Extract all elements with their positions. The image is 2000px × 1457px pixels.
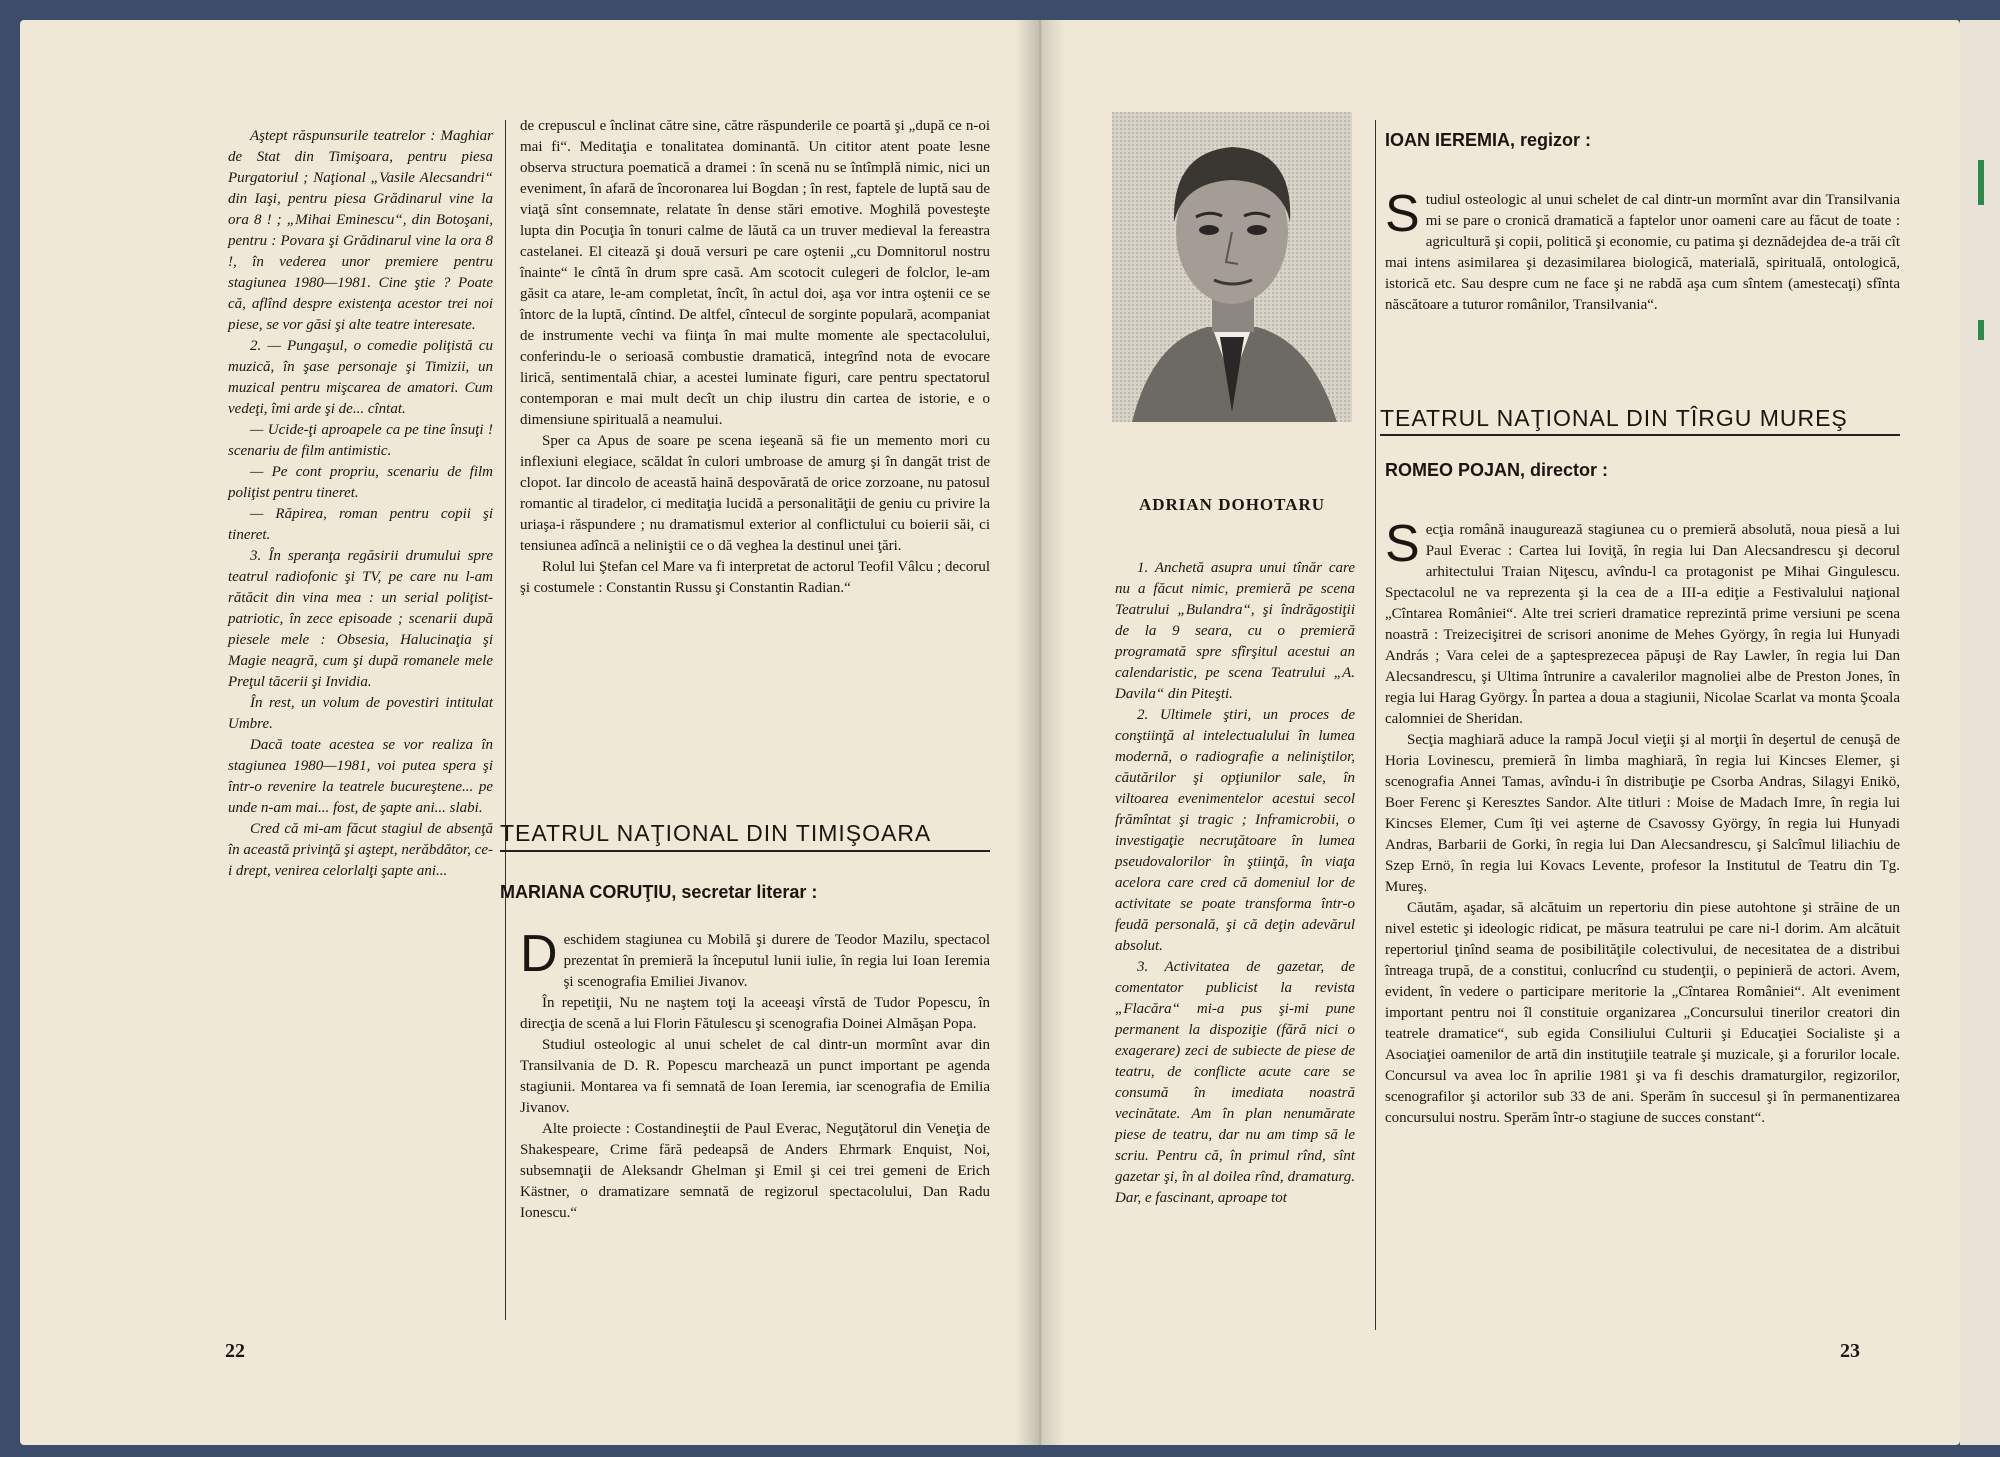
person-heading: MARIANA CORUŢIU, secretar literar : xyxy=(500,882,818,902)
drop-cap: S xyxy=(1385,185,1420,243)
section-title-timisoara: TEATRUL NAŢIONAL DIN TIMIŞOARA xyxy=(500,820,932,846)
paragraph: Studiul osteologic al unui schelet de cal dintr-un mormînt avar din Transilvania de D. R. Popescu marchează un punct important pe agenda stagiunii. Montarea va fi semnată de Ioan Ieremia, iar scenografia de Emilia Jivanov. xyxy=(520,1037,990,1116)
paragraph: — Pe cont propriu, scenariu de film poliţist pentru tineret. xyxy=(228,464,493,501)
person-heading-pojan: ROMEO POJAN, director : xyxy=(1385,460,1609,480)
paragraph: ecţia română inaugurează stagiunea cu o premieră absolută, noua piesă a lui Paul Everac : Cartea lui Ioviţă, în regia lui Dan Alecsandrescu şi decorul arhitectului Traian Niţescu, avîndu-l ca protagonist pe Mihai Gingulescu. Spectacolul ne va reprezenta şi la cea de a III-a ediţie a Festivalului naţional „Cîntarea României“. Alte trei scrieri dramatice reprezintă prime versiuni pe scena noastră : Treizecişitrei de scrisori anonime de Mehes György, în regia lui Hunyadi András ; Vara celei de a şaptesprezecea păpuşi de Ray Lawler, în regia lui Dan Alecsandrescu, şi Ultima întrunire a cavalerilor magnoliei albe de Preston Jones, în regia lui Harag György. În partea a doua a stagiunii, Nicolae Scarlat va monta Şcoala calomniei de Sheridan. xyxy=(1385,522,1900,727)
paragraph: 3. Activitatea de gazetar, de comentator publicist la revista „Flacăra“ mi-a pus şi-mi pune permanent la dispoziţie (fără nici o exagerare) zeci de subiecte de piese de teatru, de conflicte acute care se consumă în imediata noastră vecinătate. Am în plan nenumărate piese de teatru, dar nu am timp să le scriu. Pentru că, în primul rînd, sînt gazetar şi, în al doilea rînd, dramaturg. Dar, e fascinant, aproape tot xyxy=(1115,959,1355,1206)
paragraph: — Răpirea, roman pentru copii şi tineret. xyxy=(228,506,493,543)
paragraph: Căutăm, aşadar, să alcătuim un repertoriu din piese autohtone şi străine de un nivel estetic şi ideologic ridicat, pe măsura teatrului pe care ni-l dorim. Am alcătuit repertoriul ţinînd seama de posibilităţile colectivului, de necesitatea de a distribui întreaga trupă, de a constitui, conlucrînd cu studenţii, o pepinieră de actori. Avem, evident, în vedere o participare meritorie la „Cîntarea României“. Alt eveniment important pentru noi îl constituie organizarea „Concursului tinerilor creatori din teatrele dramatice“, sub egida Consiliului Culturii şi Educaţiei Socialiste şi a Asociaţiei oamenilor de artă din instituţiile teatrale şi muzicale, şi a forurilor locale. Concursul va avea loc în aprilie 1981 şi va fi deschis dramaturgilor, regizorilor, scenografilor şi actorilor sub 33 de ani. Sperăm în succesul şi în permanentizarea concursului nostru. Sperăm într-o stagiune de succes constant“. xyxy=(1385,900,1900,1126)
left-column-2-bottom xyxy=(520,925,990,1224)
paragraph: eschidem stagiunea cu Mobilă şi durere de Teodor Mazilu, spectacol prezentat în premieră la începutul lunii iulie, în regia lui Ioan Ieremia şi scenografia Emiliei Jivanov. xyxy=(563,932,990,990)
right-column-3 xyxy=(1385,515,1900,1129)
left-page xyxy=(20,20,1040,1445)
paragraph: Aştept răspunsurile teatrelor : Maghiar de Stat din Timişoara, pentru piesa Purgatoriul ; Naţional „Vasile Alecsandri“ din Iaşi, pentru piesa Grădinarul vine la ora 8 ! ; „Mihai Eminescu“, din Botoşani, pentru : Povara şi Grădinarul vine la ora 8 !, în vederea unor premiere pentru stagiunea 1980—1981. Cine ştie ? Poate că, aflînd despre existenţa acestor trei noi piese, se vor găsi şi alte teatre interesate. xyxy=(228,128,493,333)
left-column-1 xyxy=(228,126,493,882)
paragraph: În repetiţii, Nu ne naştem toţi la aceeaşi vîrstă de Tudor Popescu, în direcţia de scenă a lui Florin Fătulescu şi scenografia Doinei Almăşan Popa. xyxy=(520,995,990,1032)
next-page-edge xyxy=(1960,20,2000,1445)
portrait-photo xyxy=(1112,112,1352,422)
paragraph: 2. Ultimele ştiri, un proces de conştiinţă al intelectualului în lumea modernă, o radiografie a neliniştilor, căutărilor şi opţiunilor sale, în viltoarea evenimentelor acestui secol frămîntat şi tragic ; Inframicrobii, o investigaţie necruţătoare în lumea pseudovalorilor în ştiinţă, în viaţa acelora care cred că domeniul lor de activitate se poate transforma într-o feudă personală, şi că deţin adevărul absolut. xyxy=(1115,707,1355,954)
paragraph: Secţia maghiară aduce la rampă Jocul vieţii şi al morţii în deşertul de cenuşă de Horia Lovinescu, premieră în limba maghiară, în regia lui Kincses Elemer, şi scenografia Annei Tamas, avîndu-i în distribuţie pe Csorba Andras, Silagyi Enikö, Boer Ferenc şi Keresztes Sandor. Alte titluri : Moise de Madach Imre, în regia lui Kincses Elemer, Cum îţi vei aşterne de Csavossy György, în regia lui Hunyadi Andras, Barbarii de Gorki, în regia lui Dan Alecsandrescu, şi Salcîmul liliachiu de Szep Ernö, în regia lui Kovacs Levente, profesor la Institutul de Teatru din Tg. Mureş. xyxy=(1385,732,1900,895)
book-gutter xyxy=(1015,20,1065,1445)
paragraph: Sper ca Apus de soare pe scena ieşeană să fie un memento mori cu inflexiuni elegiace, scăldat în culori umbroase de amurg şi în dangăt trist de clopot. Iar dincolo de această haină despovărată de orice zorzoane, nu patosul romantic al tiradelor, ci meditaţia lucidă a personalităţii de geniu cu privire la uriaşa-i răspundere ; nu dramatismul exterior al conflictului cu boierii săi, ci tensiunea adîncă a neliniştii ce o dă veghea la destinul unei ţări. xyxy=(520,433,990,554)
paragraph: de crepuscul e înclinat către sine, către răspunderile ce poartă şi „după ce n-oi mai fi“. Meditaţia e tonalitatea dominantă. Un cititor atent poate lesne observa structura poematică a dramei : în scenă nu se întîmplă nimic, nici un eveniment, în afară de încoronarea lui Bogdan ; în rest, faptele de luptă sau de viaţă sînt consemnate, relatate în dense stări emotive. Moghilă povesteşte lupta din Pocuţia în tonuri calme de lăută ca un truver medieval la fereastra castelanei. El citează şi două versuri pe care oştenii „cu Domnitorul nostru înainte“ le cîntă în drum spre casă. Am scotocit culegeri de folclor, le-am găsit ca atare, le-am completat, încît, în actul doi, aşa vor intra oştenii ce se întorc de la luptă, cîntind. De altfel, cîntecul de sorginte populară, acompaniat de instrumente vechi va fiinţa în mai multe momente ale spectacolului, conferindu-le o serioasă combustie dramatică, integrînd nota de evocare lirică, sentimentală chiar, a acestei luminate figuri, care pentru spectatorul contemporan e mai mult decît un chip ilustru din cartea de istorie, e o dimensiune spirituală a neamului. xyxy=(520,118,990,428)
drop-cap: D xyxy=(520,925,558,983)
right-column-2 xyxy=(1385,185,1900,316)
page-number: 23 xyxy=(1840,1340,1860,1362)
paragraph: 1. Anchetă asupra unui tînăr care nu a făcut nimic, premieră pe scena Teatrului „Bulandra“, şi îndrăgostiţii de la 9 seara, cu o premieră programată spre sfîrşitul acestui an calendaristic, pe scena Teatrului „A. Davila“ din Piteşti. xyxy=(1115,560,1355,702)
paragraph: tudiul osteologic al unui schelet de cal dintr-un mormînt avar din Transilvania mi se pare o cronică dramatică a faptelor unor oameni care au făcut de toate : agricultură şi copii, politică şi economie, cu patima şi deznădejdea de-a trăi cît mai intens asimilarea şi dezasimilarea biologică, materială, spirituală, ontologică, istorică etc. Sau despre cum ne face şi ne rabdă aşa cum sîntem (amestecaţi) sfînta născătoare a tuturor românilor, Transilvania“. xyxy=(1385,192,1900,313)
paragraph: Cred că mi-am făcut stagiul de absenţă în această privinţă şi aştept, nerăbdător, ce-i drept, venirea celorlalţi şapte ani... xyxy=(228,821,493,879)
paragraph: Rolul lui Ştefan cel Mare va fi interpretat de actorul Teofil Vâlcu ; decorul şi costumele : Constantin Russu şi Constantin Radian.“ xyxy=(520,559,990,596)
page-number: 22 xyxy=(225,1340,245,1362)
section-rule xyxy=(500,850,990,852)
photo-caption: ADRIAN DOHOTARU xyxy=(1138,495,1326,514)
paragraph: 2. — Pungaşul, o comedie poliţistă cu muzică, în şase personaje şi Timizii, un muzical pentru mişcarea de amatori. Cum vedeţi, îmi arde şi de... cîntat. xyxy=(228,338,493,417)
person-heading-ieremia: IOAN IEREMIA, regizor : xyxy=(1385,130,1592,150)
paragraph: Dacă toate acestea se vor realiza în stagiunea 1980—1981, voi putea spera şi într-o revenire la teatrele bucureştene... pe unde n-am mai... fost, de şapte ani... slabi. xyxy=(228,737,493,816)
drop-cap: S xyxy=(1385,515,1420,573)
paragraph: Alte proiecte : Costandineştii de Paul Everac, Neguţătorul din Veneţia de Shakespeare, Crime fără pedeapsă de Anders Ehrmark Enquist, Noi, subsemnaţii de Aleksandr Ghelman şi Emil şi cei trei gemeni de Erich Kästner, o dramatizare semnată de regizorul spectacolului, Dan Radu Ionescu.“ xyxy=(520,1121,990,1221)
right-column-1 xyxy=(1115,558,1355,1209)
section-title-tirgu-mures: TEATRUL NAŢIONAL DIN TÎRGU MUREŞ xyxy=(1380,405,1848,431)
column-divider xyxy=(1375,120,1376,1330)
section-rule xyxy=(1380,434,1900,436)
column-divider xyxy=(505,120,506,1320)
right-page xyxy=(1040,20,1960,1445)
left-column-2 xyxy=(520,116,990,599)
paragraph: — Ucide-ţi aproapele ca pe tine însuţi ! scenariu de film antimistic. xyxy=(228,422,493,459)
paragraph: În rest, un volum de povestiri intitulat Umbre. xyxy=(228,695,493,732)
paragraph: 3. În speranţa regăsirii drumului spre teatrul radiofonic şi TV, pe care nu l-am rătăcit din vina mea : un serial poliţist-patriotic, în zece episoade ; scenarii după piesele mele : Obsesia, Halucinaţia şi Magie neagră, cum şi după romanele mele Preţul tăcerii şi Invidia. xyxy=(228,548,493,690)
